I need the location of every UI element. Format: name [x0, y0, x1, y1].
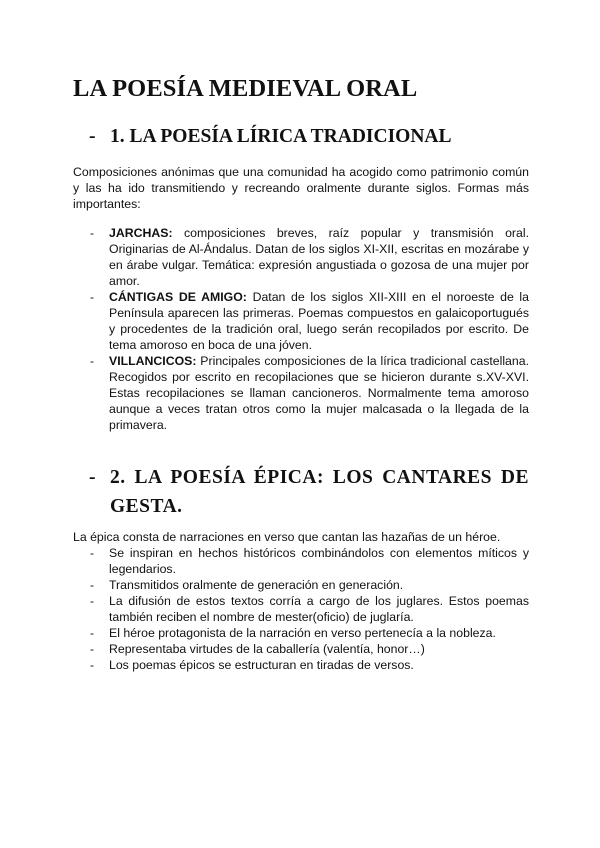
term-description: composiciones breves, raíz popular y transmisión oral. Originarias de Al-Ándalus. Datan de los siglos XI-XII, escritas en mozárabe y en árabe vulgar. Temática: expresión angustiada o gozosa de una mujer por amor. — [109, 226, 529, 288]
list-item — [73, 577, 529, 593]
heading-dash: - — [89, 467, 96, 488]
term-label: CÁNTIGAS DE AMIGO: — [109, 290, 247, 304]
term-label: JARCHAS: — [109, 226, 173, 240]
list-item — [73, 593, 529, 625]
section-heading-text: 1. LA POESÍA LÍRICA TRADICIONAL — [110, 126, 452, 147]
list-bullet: - — [90, 658, 95, 672]
list-item — [73, 625, 529, 641]
list-bullet: - — [90, 578, 95, 592]
lyric-forms-list — [73, 225, 529, 433]
document-page — [73, 74, 529, 673]
list-item-text: La difusión de estos textos corría a cargo de los juglares. Estos poemas también reciben el nombre de mester(oficio) de juglaría. — [109, 594, 529, 624]
list-item — [73, 657, 529, 673]
section-heading-epic — [73, 463, 529, 521]
heading-dash: - — [89, 126, 96, 147]
term-description: Datan de los siglos XII-XIII en el noroeste de la Península aparecen las primeras. Poemas compuestos en galaicoportugués y procedentes de la tradición oral, luego serán recopilados por escrito. De tema amoroso en boca de una jóven. — [109, 290, 530, 352]
section-heading-lyric — [73, 122, 529, 151]
list-item — [73, 353, 529, 433]
list-item — [73, 545, 529, 577]
list-bullet: - — [90, 546, 95, 560]
list-item-text: El héroe protagonista de la narración en verso pertenecía a la nobleza. — [109, 626, 496, 640]
list-bullet: - — [90, 226, 95, 240]
list-item-text: Transmitidos oralmente de generación en generación. — [109, 578, 404, 592]
list-item-text: Los poemas épicos se estructuran en tiradas de versos. — [109, 658, 414, 672]
page-title: LA POESÍA MEDIEVAL ORAL — [73, 75, 418, 102]
list-item — [73, 289, 529, 353]
section-heading-text: 2. LA POESÍA ÉPICA: LOS CANTARES DE GESTA. — [110, 467, 529, 517]
term-description: Principales composiciones de la lírica tradicional castellana. Recogidos por escrito en recopilaciones que se hicieron durante s.XV-XVI. Estas recopilaciones se llaman cancioneros. Normalmente tema amoroso aunque a veces tratan otros como la mujer malcasada o la llegada de la primavera. — [109, 354, 529, 432]
list-bullet: - — [90, 594, 95, 608]
term-label: VILLANCICOS: — [109, 354, 197, 368]
list-item-text: Se inspiran en hechos históricos combinándolos con elementos míticos y legendarios. — [109, 546, 529, 576]
epic-intro-paragraph: La épica consta de narraciones en verso que cantan las hazañas de un héroe. — [73, 530, 501, 544]
list-item-text: Representaba virtudes de la caballería (valentía, honor…) — [109, 642, 425, 656]
list-bullet: - — [90, 290, 95, 304]
lyric-intro-paragraph: Composiciones anónimas que una comunidad ha acogido como patrimonio común y las ha ido transmitiendo y recreando oralmente durante siglos. Formas más importantes: — [73, 165, 529, 211]
list-bullet: - — [90, 354, 95, 368]
list-item — [73, 641, 529, 657]
epic-features-list — [73, 545, 529, 673]
list-bullet: - — [90, 626, 95, 640]
list-item — [73, 225, 529, 289]
list-bullet: - — [90, 642, 95, 656]
